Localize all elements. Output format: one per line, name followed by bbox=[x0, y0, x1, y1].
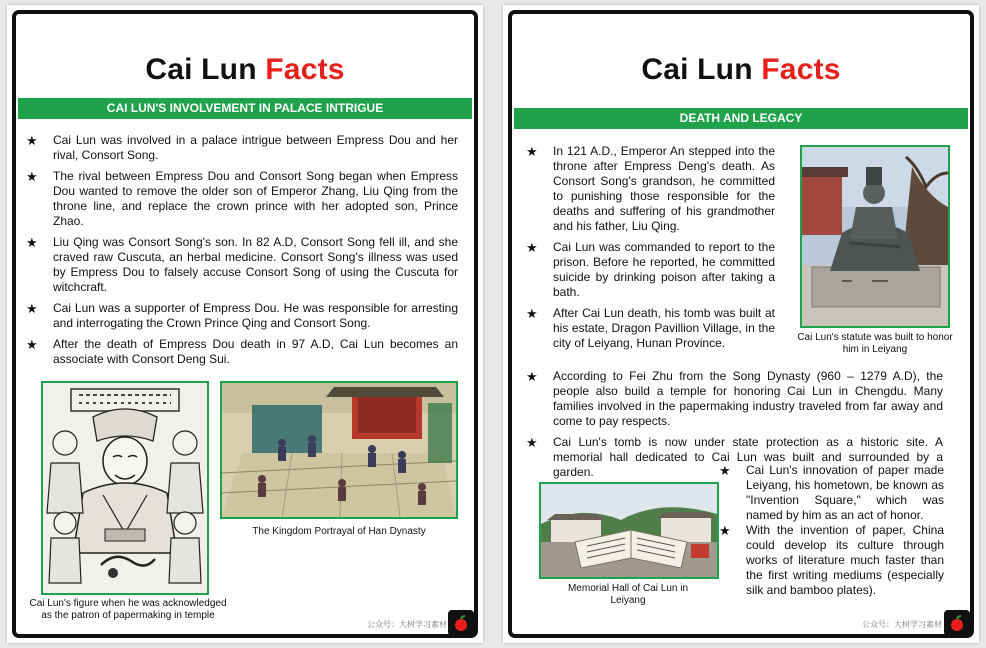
fact-text: Cai Lun was involved in a palace intrigue between Empress Dou and her rival, Consort Song. bbox=[53, 133, 458, 162]
fact-text: Cai Lun was a supporter of Empress Dou. He was responsible for arresting and interrogating the Crown Prince Qing and Consort Song. bbox=[53, 301, 458, 330]
logo bbox=[448, 610, 474, 636]
page-title bbox=[503, 53, 979, 87]
fact-text: The rival between Empress Dou and Consort Song began when Empress Dou wanted to remove the older son of Emperor Zhang, Liu Qing from the throne line, and replace the crown prince with her adopted son, Prince Zhao. bbox=[53, 169, 458, 228]
fact-item bbox=[526, 369, 943, 429]
figure-caption: Cai Lun's figure when he was acknowledged as the patron of papermaking in temple bbox=[29, 598, 227, 621]
star-icon: ★ bbox=[719, 463, 731, 478]
fact-item bbox=[526, 306, 775, 351]
star-icon: ★ bbox=[526, 240, 538, 255]
logo bbox=[944, 610, 970, 636]
fact-text: According to Fei Zhu from the Song Dynasty (960 – 1279 A.D), the people also build a temple for honoring Cai Lun in Chengdu. Many families involved in the papermaking industry traveled from far away and come to pay respects. bbox=[553, 369, 943, 428]
fact-item bbox=[26, 337, 458, 367]
fact-text: In 121 A.D., Emperor An stepped into the throne after Empress Deng's death. As Consort Song's grandson, he committed to punishing those responsible for the deaths and suffering of his grandmother and his father, Liu Qing. bbox=[553, 144, 775, 233]
han-dynasty-painting-image bbox=[220, 381, 458, 519]
fact-item bbox=[526, 144, 775, 234]
title-main: Cai Lun bbox=[641, 53, 753, 86]
title-accent: Facts bbox=[761, 53, 841, 86]
watermark: 公众号：大树学习素材 bbox=[367, 620, 447, 629]
fact-text: Cai Lun's tomb is now under state protection as a historic site. A memorial hall dedicated to Cai Lun was built and surrounded by a garden. bbox=[553, 435, 943, 479]
fact-text: After the death of Empress Dou death in 97 A.D, Cai Lun becomes an associate with Consort Deng Sui. bbox=[53, 337, 458, 366]
apple-icon bbox=[452, 614, 470, 632]
fact-item bbox=[26, 133, 458, 163]
fact-text: With the invention of paper, China could develop its culture through works of literature much faster than the first writing mediums (especially silk and bamboo plates). bbox=[746, 523, 944, 597]
star-icon: ★ bbox=[526, 435, 538, 450]
star-icon: ★ bbox=[26, 301, 38, 316]
section-banner: DEATH AND LEGACY bbox=[514, 108, 968, 129]
fact-text: Cai Lun was commanded to report to the prison. Before he reported, he committed suicide by drinking poison after taking a bath. bbox=[553, 240, 775, 299]
star-icon: ★ bbox=[526, 369, 538, 384]
star-icon: ★ bbox=[526, 144, 538, 159]
woodcut-figure-image bbox=[41, 381, 209, 595]
star-icon: ★ bbox=[26, 235, 38, 250]
statue-photo bbox=[800, 145, 950, 328]
star-icon: ★ bbox=[719, 523, 731, 538]
fact-item bbox=[26, 169, 458, 229]
watermark: 公众号：大树学习素材 bbox=[862, 620, 942, 629]
fact-list-bottom bbox=[719, 463, 944, 604]
star-icon: ★ bbox=[26, 133, 38, 148]
fact-text: Liu Qing was Consort Song's son. In 82 A.D, Consort Song fell ill, and she craved raw Cuscuta, an herbal medicine. Consort Song's illness was used by Empress Dou to falsely accuse Consort Song of using the Cuscuta for witchcraft. bbox=[53, 235, 458, 294]
fact-text: After Cai Lun death, his tomb was built at his estate, Dragon Pavillion Village, in the city of Leiyang, Hunan Province. bbox=[553, 306, 775, 350]
statue-caption: Cai Lun's statute was built to honor him in Leiyang bbox=[797, 332, 953, 355]
apple-icon bbox=[948, 614, 966, 632]
title-main: Cai Lun bbox=[145, 53, 257, 86]
right-page bbox=[503, 5, 979, 643]
fact-item bbox=[26, 235, 458, 295]
painting-caption: The Kingdom Portrayal of Han Dynasty bbox=[252, 526, 426, 537]
star-icon: ★ bbox=[26, 169, 38, 184]
fact-list-top bbox=[526, 144, 775, 357]
star-icon: ★ bbox=[526, 306, 538, 321]
fact-list bbox=[26, 133, 458, 373]
fact-item bbox=[26, 301, 458, 331]
fact-item bbox=[526, 240, 775, 300]
memorial-caption: Memorial Hall of Cai Lun in Leiyang bbox=[567, 583, 689, 606]
fact-item bbox=[719, 463, 944, 523]
left-page bbox=[7, 5, 483, 643]
section-banner: CAI LUN'S INVOLVEMENT IN PALACE INTRIGUE bbox=[18, 98, 472, 119]
page-title bbox=[7, 53, 483, 87]
star-icon: ★ bbox=[26, 337, 38, 352]
title-accent: Facts bbox=[265, 53, 345, 86]
fact-item bbox=[719, 523, 944, 598]
memorial-hall-photo bbox=[539, 482, 719, 579]
fact-text: Cai Lun's innovation of paper made Leiyang, his hometown, be known as "Invention Square," which was named by him as an act of honor. bbox=[746, 463, 944, 522]
